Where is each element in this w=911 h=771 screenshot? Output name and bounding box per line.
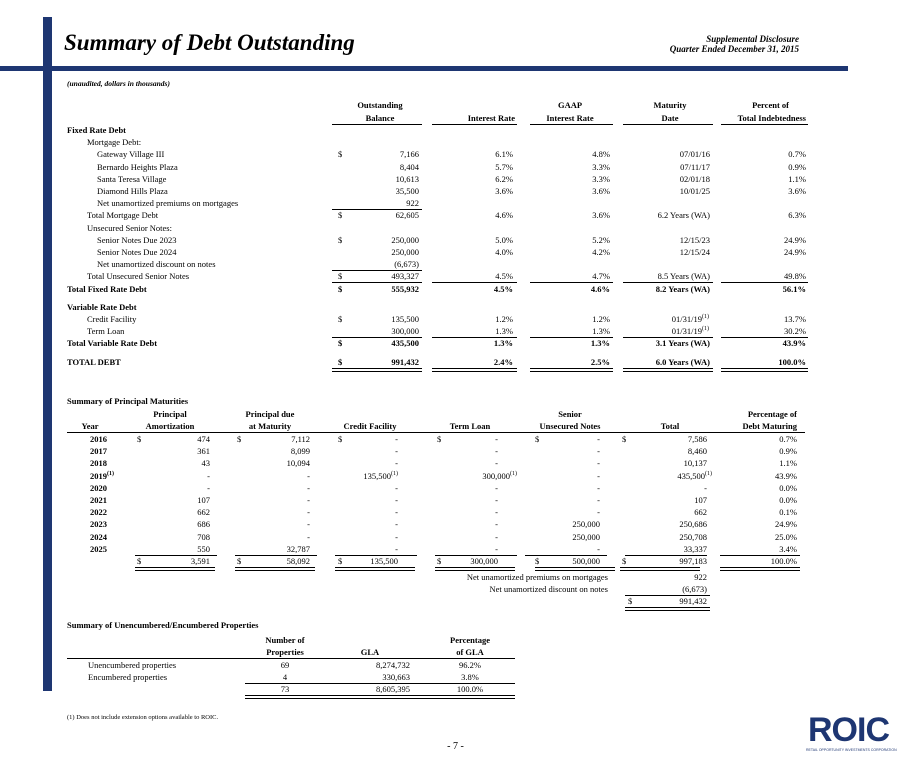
year: 2022 — [90, 507, 107, 518]
total-double-underline — [135, 567, 215, 571]
gaap-rate-value: 4.7% — [592, 271, 610, 282]
interest-rate-value: 4.6% — [495, 210, 513, 221]
percent-value: 3.6% — [788, 186, 806, 196]
hdr-gla: GLA — [360, 647, 380, 657]
dollar-sign: $ — [535, 434, 540, 444]
left-accent-bar — [43, 17, 52, 691]
total-senior-notes: 500,000 — [572, 556, 600, 566]
hdr-senior-1: Senior — [558, 409, 582, 419]
total-double-underline — [721, 368, 808, 372]
hdr-due-1: Principal due — [245, 409, 295, 419]
property-gla: 8,274,732 — [376, 660, 410, 670]
hdr-pct-2: Debt Maturing — [742, 421, 797, 431]
maturity-value: 02/01/18 — [679, 173, 710, 184]
total-value: - — [704, 482, 707, 493]
grand-total: 997,183 — [679, 556, 707, 566]
maturities-title: Summary of Principal Maturities — [67, 396, 189, 406]
header-rule — [0, 66, 848, 71]
maturity-value: 12/15/24 — [679, 247, 710, 257]
percent-value: 30.2% — [784, 326, 806, 337]
balance-value: 250,000 — [391, 234, 419, 245]
hdr-underline — [332, 124, 422, 125]
interest-rate-value: 1.3% — [495, 326, 513, 337]
total-double-underline — [245, 695, 515, 699]
dollar-sign: $ — [437, 434, 442, 444]
hdr-pct-1: Percentage of — [747, 409, 797, 419]
dollar-sign: $ — [137, 556, 142, 566]
property-gla-total: 8,605,395 — [376, 684, 410, 694]
dollar-sign: $ — [338, 556, 343, 566]
balance-value: 250,000 — [391, 247, 419, 257]
roic-logo: ROIC — [808, 711, 889, 749]
due-at-maturity-value: - — [307, 507, 310, 518]
hdr-term: Term Loan — [449, 421, 491, 431]
term-loan-value: - — [495, 434, 498, 444]
hdr-balance-1: Outstanding — [357, 100, 403, 110]
adjustment-value: (6,673) — [682, 584, 707, 595]
dollar-sign: $ — [137, 434, 142, 444]
net-debt-total: 991,432 — [679, 596, 707, 607]
dollar-sign: $ — [622, 556, 627, 566]
total-amortization: 3,591 — [190, 556, 210, 566]
hdr-senior-2: Unsecured Notes — [539, 421, 601, 431]
hdr-due-2: at Maturity — [248, 421, 292, 431]
row-label: Senior Notes Due 2024 — [97, 247, 177, 257]
dollar-sign: $ — [338, 434, 343, 444]
dollar-sign: $ — [338, 149, 343, 160]
gaap-rate-value: 1.3% — [592, 326, 610, 337]
balance-value: 7,166 — [399, 149, 419, 160]
percent-value: 49.8% — [784, 271, 806, 282]
maturity-value: 07/01/16 — [679, 149, 710, 160]
total-due-at-maturity: 58,092 — [286, 556, 310, 566]
row-label: Santa Teresa Village — [97, 173, 167, 184]
interest-rate-value: 3.6% — [495, 186, 513, 196]
gaap-rate-value: 1.3% — [590, 338, 610, 349]
senior-notes-value: - — [597, 495, 600, 505]
term-loan-value: - — [495, 495, 498, 505]
amortization-value: - — [207, 482, 210, 493]
balance-value: 62,605 — [395, 210, 419, 221]
maturity-value: 07/11/17 — [680, 161, 710, 172]
hdr-year: Year — [81, 421, 99, 431]
row-label: Net unamortized discount on notes — [97, 259, 216, 270]
hdr-underline — [530, 124, 613, 125]
dollar-sign: $ — [237, 556, 242, 566]
row-label: Credit Facility — [87, 314, 137, 324]
hdr-percent-2: Total Indebtedness — [737, 113, 806, 123]
total-value: 107 — [694, 495, 707, 505]
term-loan-value: - — [495, 531, 498, 542]
due-at-maturity-value: - — [307, 531, 310, 542]
hdr-num-1: Number of — [265, 635, 305, 645]
senior-notes-value: - — [597, 470, 600, 481]
term-loan-value: 300,000$^{(1)}$ — [482, 470, 517, 481]
interest-rate-value: 4.0% — [495, 247, 513, 257]
credit-facility-value: - — [395, 543, 398, 554]
due-at-maturity-value: 8,099 — [290, 446, 310, 457]
total-double-underline — [235, 567, 315, 571]
property-label: Unencumbered properties — [88, 660, 177, 670]
credit-facility-value: - — [395, 495, 398, 505]
due-at-maturity-value: - — [307, 470, 310, 481]
credit-facility-value: - — [395, 446, 398, 457]
property-count: 4 — [282, 672, 288, 682]
gaap-rate-value: 4.8% — [592, 149, 610, 160]
dollar-sign: $ — [338, 210, 343, 221]
total-double-underline — [625, 607, 710, 611]
gaap-rate-value: 4.6% — [590, 283, 610, 294]
senior-notes-value: - — [597, 482, 600, 493]
year: 2019$^{(1)}$ — [90, 470, 114, 481]
term-loan-value: - — [495, 458, 498, 469]
adjustment-value: 922 — [694, 572, 707, 582]
total-credit-facility: 135,500 — [370, 556, 398, 566]
hdr-amort-2: Amortization — [145, 421, 195, 431]
row-label: Fixed Rate Debt — [67, 125, 127, 135]
credit-facility-value: - — [395, 434, 398, 444]
units-note: (unaudited, dollars in thousands) — [67, 79, 170, 88]
roic-logo-tagline: RETAIL OPPORTUNITY INVESTMENTS CORPORATION — [806, 748, 897, 752]
percentage-value: 1.1% — [779, 458, 797, 469]
year: 2018 — [90, 458, 107, 469]
property-label: Encumbered properties — [88, 672, 168, 682]
gaap-rate-value: 3.6% — [592, 186, 610, 196]
hdr-maturity-1: Maturity — [653, 100, 687, 110]
interest-rate-value: 4.5% — [493, 283, 513, 294]
hdr-pct-gla-2: of GLA — [456, 647, 484, 657]
maturity-value: 6.0 Years (WA) — [655, 356, 710, 367]
total-value: 10,137 — [683, 458, 707, 469]
credit-facility-value: - — [395, 519, 398, 530]
hdr-credit: Credit Facility — [343, 421, 397, 431]
percentage-value: 43.9% — [775, 470, 797, 481]
dollar-sign: $ — [338, 271, 343, 282]
percentage-value: 3.4% — [779, 543, 797, 554]
credit-facility-value: - — [395, 482, 398, 493]
balance-value: 435,500 — [391, 338, 419, 349]
percent-value: 0.9% — [788, 161, 806, 172]
year: 2016 — [90, 434, 107, 444]
gaap-rate-value: 2.5% — [590, 356, 610, 367]
adjustment-label: Net unamortized premiums on mortgages — [466, 572, 608, 582]
total-value: 8,460 — [687, 446, 707, 457]
property-percentage: 96.2% — [459, 660, 481, 670]
interest-rate-value: 5.7% — [495, 161, 513, 172]
maturity-value: 3.1 Years (WA) — [655, 338, 710, 349]
amortization-value: 550 — [197, 543, 210, 554]
term-loan-value: - — [495, 446, 498, 457]
dollar-sign: $ — [628, 596, 633, 607]
credit-facility-value: - — [395, 531, 398, 542]
interest-rate-value: 2.4% — [493, 356, 513, 367]
year: 2024 — [90, 531, 107, 542]
percent-value: 100.0% — [778, 356, 806, 367]
balance-value: 493,327 — [391, 271, 419, 282]
total-double-underline — [623, 368, 713, 372]
percentage-value: 24.9% — [775, 519, 797, 530]
due-at-maturity-value: 10,094 — [286, 458, 310, 469]
amortization-value: 708 — [197, 531, 210, 542]
supplemental-disclosure — [670, 34, 799, 54]
row-label: Bernardo Heights Plaza — [97, 161, 178, 172]
row-label: Net unamortized premiums on mortgages — [97, 198, 239, 209]
senior-notes-value: 250,000 — [572, 519, 600, 530]
dollar-sign: $ — [437, 556, 442, 566]
balance-value: 135,500 — [391, 314, 419, 324]
total-value: 33,337 — [683, 543, 707, 554]
hdr-total: Total — [660, 421, 680, 431]
maturity-value: 8.5 Years (WA) — [657, 271, 710, 282]
total-value: 250,686 — [679, 519, 707, 530]
property-count: 69 — [280, 660, 290, 670]
maturity-value: 10/01/25 — [679, 186, 710, 196]
total-value: 662 — [694, 507, 707, 518]
row-label: Term Loan — [87, 326, 125, 337]
senior-notes-value: - — [597, 446, 600, 457]
hdr-amort-1: Principal — [153, 409, 187, 419]
year: 2020 — [90, 482, 107, 493]
percent-value: 24.9% — [784, 234, 806, 245]
total-double-underline — [432, 368, 517, 372]
hdr-underline — [432, 124, 517, 125]
gaap-rate-value: 5.2% — [592, 234, 610, 245]
total-term-loan: 300,000 — [470, 556, 498, 566]
credit-facility-value: - — [395, 507, 398, 518]
year: 2023 — [90, 519, 107, 530]
total-value: 250,708 — [679, 531, 707, 542]
senior-notes-value: - — [597, 434, 600, 444]
row-label: Diamond Hills Plaza — [97, 186, 168, 196]
credit-facility-value: - — [395, 458, 398, 469]
property-gla: 330,663 — [382, 672, 410, 682]
term-loan-value: - — [495, 543, 498, 554]
dollar-sign: $ — [338, 283, 343, 294]
total-double-underline — [720, 567, 800, 571]
percent-value: 6.3% — [788, 210, 806, 221]
row-label: Variable Rate Debt — [67, 301, 137, 312]
hdr-pct-gla-1: Percentage — [450, 635, 490, 645]
percentage-value: 0.1% — [779, 507, 797, 518]
percentage-value: 25.0% — [775, 531, 797, 542]
row-label: Total Unsecured Senior Notes — [87, 271, 190, 282]
total-double-underline — [332, 368, 422, 372]
percent-value: 1.1% — [788, 173, 806, 184]
gaap-rate-value: 3.3% — [592, 173, 610, 184]
dollar-sign: $ — [338, 338, 343, 349]
total-percentage: 100.0% — [770, 556, 797, 566]
total-double-underline — [530, 368, 613, 372]
dollar-sign: $ — [622, 434, 627, 444]
due-at-maturity-value: 32,787 — [286, 543, 310, 554]
term-loan-value: - — [495, 519, 498, 530]
term-loan-value: - — [495, 507, 498, 518]
adjustment-label: Net unamortized discount on notes — [489, 584, 608, 595]
row-label: Total Fixed Rate Debt — [67, 283, 147, 294]
percentage-value: 0.7% — [779, 434, 797, 444]
amortization-value: 474 — [197, 434, 210, 444]
interest-rate-value: 6.1% — [495, 149, 513, 160]
property-percentage-total: 100.0% — [456, 684, 484, 694]
dollar-sign: $ — [237, 434, 242, 444]
percentage-value: 0.9% — [779, 446, 797, 457]
row-label: TOTAL DEBT — [67, 356, 121, 367]
maturity-value: 01/31/19$^{(1)}$ — [671, 326, 709, 337]
row-label: Gateway Village III — [97, 149, 165, 160]
row-label: Unsecured Senior Notes: — [87, 222, 172, 233]
gaap-rate-value: 1.2% — [592, 314, 610, 324]
hdr-balance-2: Balance — [365, 113, 395, 123]
hdr-gaap-1: GAAP — [557, 100, 583, 110]
row-label: Senior Notes Due 2023 — [97, 234, 177, 245]
supp-line-2: Quarter Ended December 31, 2015 — [669, 44, 799, 54]
gaap-rate-value: 3.3% — [592, 161, 610, 172]
amortization-value: 686 — [197, 519, 210, 530]
balance-value: 8,404 — [399, 161, 419, 172]
balance-value: 991,432 — [391, 356, 419, 367]
percentage-value: 0.0% — [779, 495, 797, 505]
interest-rate-value: 4.5% — [495, 271, 513, 282]
dollar-sign: $ — [338, 314, 343, 324]
balance-value: 35,500 — [395, 186, 419, 196]
due-at-maturity-value: - — [307, 482, 310, 493]
senior-notes-value: 250,000 — [572, 531, 600, 542]
hdr-underline — [721, 124, 808, 125]
hdr-gaap-2: Interest Rate — [546, 113, 594, 123]
term-loan-value: - — [495, 482, 498, 493]
amortization-value: - — [207, 470, 210, 481]
amortization-value: 43 — [201, 458, 210, 469]
balance-value: 922 — [406, 198, 419, 209]
total-value: 435,500$^{(1)}$ — [677, 470, 712, 481]
year: 2025 — [90, 543, 107, 554]
maturity-value: 6.2 Years (WA) — [657, 210, 710, 221]
gaap-rate-value: 4.2% — [592, 247, 610, 257]
hdr-underline — [623, 124, 713, 125]
balance-value: 300,000 — [391, 326, 419, 337]
row-label: Total Mortgage Debt — [87, 210, 159, 221]
amortization-value: 662 — [197, 507, 210, 518]
interest-rate-value: 1.2% — [495, 314, 513, 324]
percentage-value: 0.0% — [779, 482, 797, 493]
percent-value: 0.7% — [788, 149, 806, 160]
maturity-value: 8.2 Years (WA) — [655, 283, 710, 294]
due-at-maturity-value: 7,112 — [291, 434, 310, 444]
interest-rate-value: 5.0% — [495, 234, 513, 245]
year: 2017 — [90, 446, 107, 457]
supp-line-1: Supplemental Disclosure — [706, 34, 799, 44]
senior-notes-value: - — [597, 507, 600, 518]
hdr-percent-1: Percent of — [752, 100, 789, 110]
maturity-value: 01/31/19$^{(1)}$ — [671, 314, 709, 324]
maturity-value: 12/15/23 — [679, 234, 710, 245]
balance-value: (6,673) — [394, 259, 419, 270]
amortization-value: 361 — [197, 446, 210, 457]
balance-value: 555,932 — [391, 283, 419, 294]
balance-value: 10,613 — [395, 173, 419, 184]
percent-value: 24.9% — [784, 247, 806, 257]
due-at-maturity-value: - — [307, 519, 310, 530]
hdr-maturity-2: Date — [661, 113, 679, 123]
percent-value: 13.7% — [784, 314, 806, 324]
gaap-rate-value: 3.6% — [592, 210, 610, 221]
senior-notes-value: - — [597, 543, 600, 554]
total-value: 7,586 — [687, 434, 707, 444]
due-at-maturity-value: - — [307, 495, 310, 505]
dollar-sign: $ — [338, 234, 343, 245]
credit-facility-value: 135,500$^{(1)}$ — [363, 470, 398, 481]
property-percentage: 3.8% — [461, 672, 479, 682]
row-label: Total Variable Rate Debt — [67, 338, 158, 349]
interest-rate-value: 1.3% — [493, 338, 513, 349]
properties-title: Summary of Unencumbered/Encumbered Properties — [67, 620, 259, 630]
property-count-total: 73 — [280, 684, 290, 694]
dollar-sign: $ — [338, 356, 343, 367]
senior-notes-value: - — [597, 458, 600, 469]
footnote: (1) Does not include extension options available to ROIC. — [67, 714, 219, 721]
hdr-interest-rate: Interest Rate — [467, 113, 515, 123]
page-title: Summary of Debt Outstanding — [64, 30, 355, 55]
year: 2021 — [90, 495, 107, 505]
amortization-value: 107 — [197, 495, 210, 505]
page-number: - 7 - — [447, 741, 464, 752]
dollar-sign: $ — [535, 556, 540, 566]
interest-rate-value: 6.2% — [495, 173, 513, 184]
percent-value: 56.1% — [782, 283, 806, 294]
percent-value: 43.9% — [782, 338, 806, 349]
row-label: Mortgage Debt: — [87, 137, 142, 148]
hdr-num-2: Properties — [266, 647, 304, 657]
